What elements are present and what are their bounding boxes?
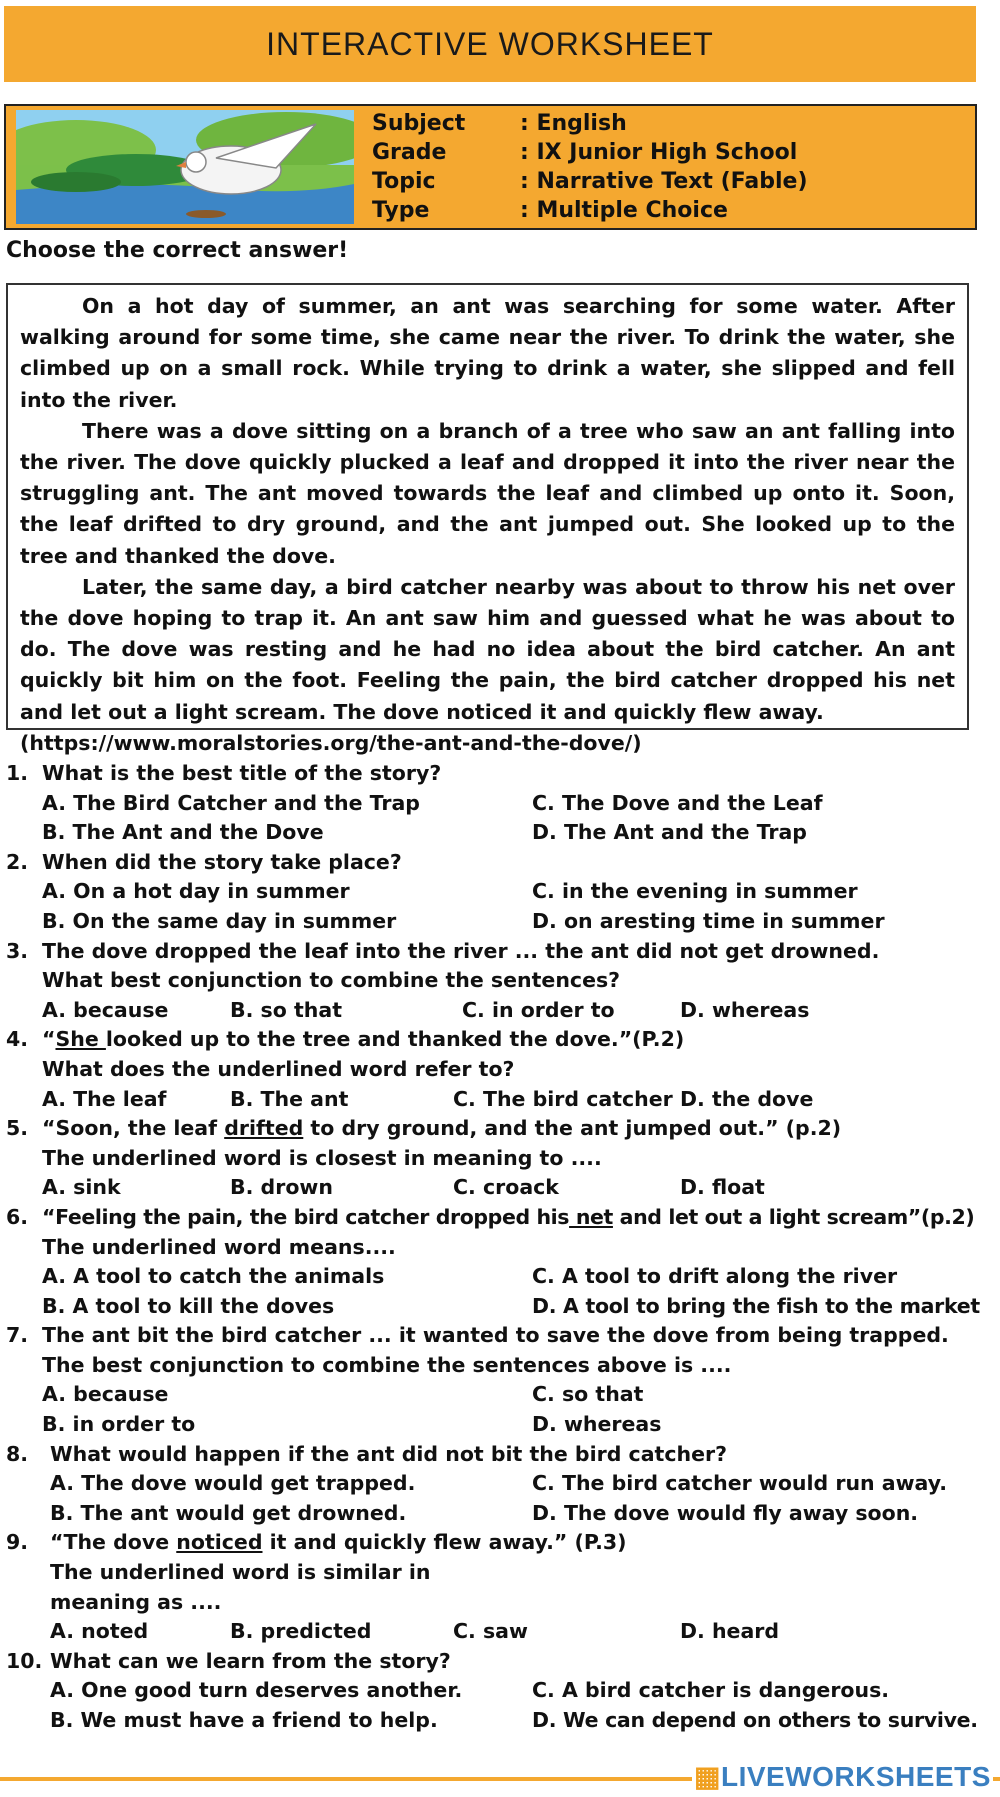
option-a[interactable]: A. because bbox=[42, 997, 169, 1022]
info-row-topic: Topic : Narrative Text (Fable) bbox=[372, 169, 808, 194]
passage-paragraph-1: On a hot day of summer, an ant was searching for some water. After walking around for some time, she came near the river. To drink the water, she climbed up on a small rock. While trying to drink a water, she slipped and fell into the river. bbox=[20, 294, 955, 412]
underlined-word: drifted bbox=[224, 1116, 304, 1141]
question-3: 3. The dove dropped the leaf into the river ... the ant did not get drowned. What best conjunction to combine the sentences? A. because B. so that C. in order to D. whereas bbox=[0, 937, 1000, 1026]
option-d[interactable]: D. float bbox=[680, 1175, 765, 1200]
question-2: 2. When did the story take place? A. On a hot day in summer C. in the evening in summer B. On the same day in summer D. on aresting time in summer bbox=[0, 848, 1000, 937]
option-d[interactable]: D. heard bbox=[680, 1619, 780, 1644]
dove-illustration bbox=[16, 110, 354, 224]
option-b[interactable]: B. drown bbox=[230, 1175, 333, 1200]
question-4: 4. “She looked up to the tree and thanked the dove.”(P.2) What does the underlined word refer to? A. The leaf B. The ant C. The bird catcher D. the dove bbox=[0, 1025, 1000, 1114]
option-c[interactable]: C. The bird catcher would run away. bbox=[532, 1471, 948, 1496]
option-b[interactable]: B. in order to bbox=[42, 1412, 196, 1437]
question-text-2: The best conjunction to combine the sentences above is .... bbox=[42, 1352, 732, 1377]
instruction: Choose the correct answer! bbox=[6, 238, 349, 263]
question-text: What can we learn from the story? bbox=[50, 1648, 451, 1673]
info-row-grade: Grade : IX Junior High School bbox=[372, 140, 798, 165]
question-text-2: The underlined word is similar in bbox=[50, 1560, 431, 1585]
questions bbox=[0, 759, 1000, 1736]
question-text: “Feeling the pain, the bird catcher dropped his net and let out a light scream”(p.2) bbox=[42, 1204, 975, 1229]
question-text: “Soon, the leaf drifted to dry ground, and the ant jumped out.” (p.2) bbox=[42, 1116, 842, 1141]
info-box bbox=[4, 104, 977, 230]
story-passage bbox=[6, 283, 969, 755]
underlined-word: She bbox=[55, 1027, 106, 1052]
passage-paragraph-2: There was a dove sitting on a branch of a tree who saw an ant falling into the river. The dove quickly plucked a leaf and dropped it into the river near the struggling ant. The ant moved towards the leaf and climbed up onto it. Soon, the leaf drifted to dry ground, and the ant jumped out. She looked up to the tree and thanked the dove. bbox=[20, 418, 955, 568]
grid-icon: ▦ bbox=[694, 1761, 721, 1792]
option-b[interactable]: B. The ant would get drowned. bbox=[50, 1500, 407, 1525]
option-d[interactable]: D. The dove would fly away soon. bbox=[532, 1500, 919, 1525]
option-a[interactable]: A. sink bbox=[42, 1175, 121, 1200]
passage-source: (https://www.moralstories.org/the-ant-and-the-dove/) bbox=[20, 730, 642, 755]
question-text-2: The underlined word is closest in meaning to .... bbox=[42, 1145, 602, 1170]
question-text-2: What does the underlined word refer to? bbox=[42, 1056, 515, 1081]
option-c[interactable]: C. The Dove and the Leaf bbox=[532, 790, 823, 815]
option-d[interactable]: D. A tool to bring the fish to the market bbox=[532, 1293, 980, 1318]
passage-paragraph-3: Later, the same day, a bird catcher nearby was about to throw his net over the dove hoping to trap it. An ant saw him and guessed what he was about to do. The dove was resting and he had no idea about the bird catcher. An ant quickly bit him on the foot. Feeling the pain, the bird catcher dropped his net and let out a light scream. The dove noticed it and quickly flew away. bbox=[20, 574, 955, 724]
underlined-word: noticed bbox=[176, 1530, 263, 1555]
option-b[interactable]: B. The Ant and the Dove bbox=[42, 820, 324, 845]
title-bar bbox=[4, 6, 976, 82]
option-c[interactable]: C. in the evening in summer bbox=[532, 879, 858, 904]
option-c[interactable]: C. The bird catcher bbox=[453, 1086, 673, 1111]
option-c[interactable]: C. A tool to drift along the river bbox=[532, 1264, 898, 1289]
info-table bbox=[372, 109, 808, 225]
question-text: “The dove noticed it and quickly flew away.” (P.3) bbox=[50, 1530, 627, 1555]
question-text: What would happen if the ant did not bit the bird catcher? bbox=[50, 1441, 727, 1466]
question-10: 10. What can we learn from the story? A. One good turn deserves another. C. A bird catcher is dangerous. B. We must have a friend to help. D. We can depend on others to survive. bbox=[0, 1647, 1000, 1736]
option-b[interactable]: B. On the same day in summer bbox=[42, 908, 397, 933]
option-d[interactable]: D. whereas bbox=[532, 1412, 662, 1437]
info-row-subject: Subject : English bbox=[372, 111, 627, 136]
option-a[interactable]: A. On a hot day in summer bbox=[42, 879, 350, 904]
question-text-2: What best conjunction to combine the sentences? bbox=[42, 968, 621, 993]
option-c[interactable]: C. in order to bbox=[462, 997, 615, 1022]
option-c[interactable]: C. so that bbox=[532, 1382, 644, 1407]
question-5: 5. “Soon, the leaf drifted to dry ground, and the ant jumped out.” (p.2) The underlined word is closest in meaning to .... A. sink B. drown C. croack D. float bbox=[0, 1114, 1000, 1203]
question-7: 7. The ant bit the bird catcher ... it wanted to save the dove from being trapped. The best conjunction to combine the sentences above is .... A. because C. so that B. in order to D. whereas bbox=[0, 1321, 1000, 1439]
question-text: The dove dropped the leaf into the river ... the ant did not get drowned. bbox=[42, 938, 880, 963]
underlined-word: net bbox=[569, 1204, 613, 1229]
option-d[interactable]: D. on aresting time in summer bbox=[532, 908, 885, 933]
info-row-type: Type : Multiple Choice bbox=[372, 198, 728, 223]
question-text-3: meaning as .... bbox=[50, 1589, 222, 1614]
option-b[interactable]: B. predicted bbox=[230, 1619, 372, 1644]
option-a[interactable]: A. The Bird Catcher and the Trap bbox=[42, 790, 420, 815]
option-a[interactable]: A. because bbox=[42, 1382, 169, 1407]
question-text: When did the story take place? bbox=[42, 849, 402, 874]
option-b[interactable]: B. A tool to kill the doves bbox=[42, 1293, 335, 1318]
option-c[interactable]: C. croack bbox=[453, 1175, 559, 1200]
question-8: 8. What would happen if the ant did not bit the bird catcher? A. The dove would get trapped. C. The bird catcher would run away. B. The ant would get drowned. D. The dove would fly away soon. bbox=[0, 1440, 1000, 1529]
option-a[interactable]: A. One good turn deserves another. bbox=[50, 1678, 463, 1703]
option-a[interactable]: A. A tool to catch the animals bbox=[42, 1264, 385, 1289]
option-d[interactable]: D. whereas bbox=[680, 997, 810, 1022]
question-6: 6. “Feeling the pain, the bird catcher dropped his net and let out a light scream”(p.2) The underlined word means.... A. A tool to catch the animals C. A tool to drift along the river B. A tool to kill the doves D. A tool to bring the fish to the market bbox=[0, 1203, 1000, 1321]
option-b[interactable]: B. so that bbox=[230, 997, 342, 1022]
question-text-2: The underlined word means.... bbox=[42, 1234, 396, 1259]
question-text: The ant bit the bird catcher ... it wanted to save the dove from being trapped. bbox=[42, 1323, 949, 1348]
question-1: 1. What is the best title of the story? A. The Bird Catcher and the Trap C. The Dove and the Leaf B. The Ant and the Dove D. The Ant and the Trap bbox=[0, 759, 1000, 848]
option-c[interactable]: C. A bird catcher is dangerous. bbox=[532, 1678, 890, 1703]
option-a[interactable]: A. The dove would get trapped. bbox=[50, 1471, 416, 1496]
option-b[interactable]: B. We must have a friend to help. bbox=[50, 1708, 438, 1732]
question-text: What is the best title of the story? bbox=[42, 761, 442, 785]
option-a[interactable]: A. The leaf bbox=[42, 1086, 167, 1111]
question-text: “She looked up to the tree and thanked the dove.”(P.2) bbox=[42, 1027, 685, 1052]
option-d[interactable]: D. the dove bbox=[680, 1086, 814, 1111]
option-a[interactable]: A. noted bbox=[50, 1619, 149, 1644]
option-d[interactable]: D. The Ant and the Trap bbox=[532, 820, 807, 845]
worksheet-title: INTERACTIVE WORKSHEET bbox=[266, 25, 714, 62]
question-9: 9. “The dove noticed it and quickly flew away.” (P.3) The underlined word is similar in meaning as .... A. noted B. predicted C. saw D. heard bbox=[0, 1528, 1000, 1646]
option-c[interactable]: C. saw bbox=[453, 1619, 528, 1644]
option-b[interactable]: B. The ant bbox=[230, 1086, 349, 1111]
option-d[interactable]: D. We can depend on others to survive. bbox=[532, 1708, 978, 1732]
liveworksheets-logo: ▦LIVEWORKSHEETS bbox=[694, 1761, 991, 1792]
